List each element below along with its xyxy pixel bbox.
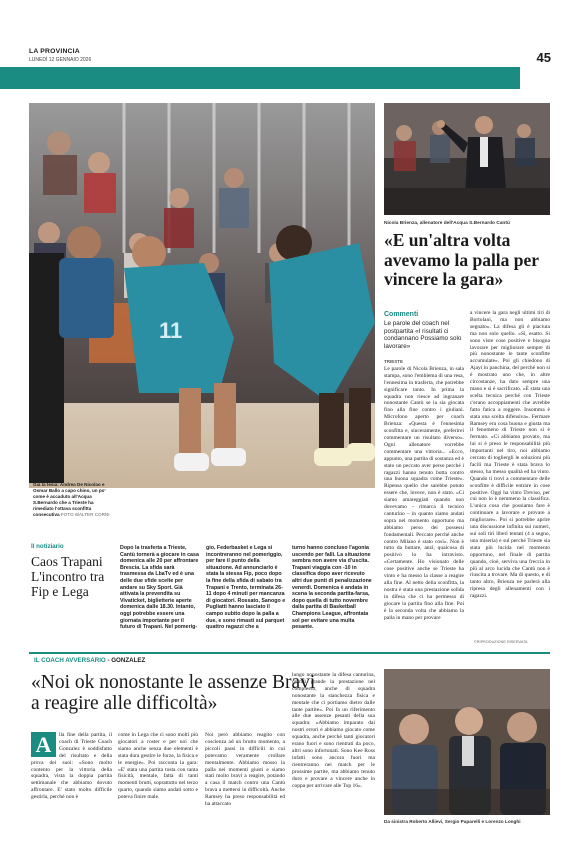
notiziario-headline: Caos Trapani L'incontro tra Fip e Lega: [31, 554, 105, 599]
side-article-subheading: Le parole del coach nel postpartita «I risultati ci condannano Possiamo solo lavorare»: [384, 320, 462, 350]
side-photo-coach: [384, 103, 550, 215]
notiziario-column-2: gio, Federbasket e Lega si incontreranno nel pomeriggio, per fare il punto della situazione. Ad annunciarlo è stata la stessa Fip, poco dopo la fine della sfida di sabato tra Trapani e Trento, terminata 26-11 dopo 4 minuti per mancanza di giocatori. Rossato, Sanogo e Pugliatti hanno lasciato il campo subito dopo la palla a due, e sono rimasti sul parquet quattro ragazzi che a: [206, 545, 286, 631]
side-article-col2-text: a vincere la gara negli ultimi tiri di Bortolani, ma non abbiamo segnato». La difesa gli è piaciuta ma non solo quello. «Sì, esatto. Si sono viste cose positive e bisogna lavorare per migliorare sempre di più nonostante le tante sconfitte accumulate». Poi gli chiedono di Ajayi in panchina, del perché non si è mostrato uno che, in altre circostanze, ha dato sempre una mano e si è sacrificato. «È stata una scelta tecnica perché con Trieste c'erano accoppiamenti che avrebbe fatto fatica a reggere. Insomma è stata una scelta difensiva». Fermare Ramsey era cosa buona e giusta ma il fenomeno di Trieste non si è fermato. «Ci abbiamo provato, ma lui si è preso le responsabilità più importanti nel tiro, noi abbiamo cercato di togliergli le soluzioni più facili ma Trieste è stata brava lo stesso, ha messo qualità ed ha vinto. Quando ti trovi a commentare delle sconfitte è difficile entrare in cose positive. Oggi ha vinto Treviso, per cui non lo è nemmeno la classifica. L'unica cosa che possiamo fare è continuare a lavorare e provare a migliorare». Poi si potrebbe aprire una discussione infinita sui numeri, sui soli tiri liberi tentati (4 a segno, una miseria) e sul perché Trieste sia stata più lucida nel momento opportuno, nel finale di partita quando, cioè, serviva una freccia in più al arco lucida che Cantù non è riuscita a trovare. Ma di questo, e di tanto altro, Brienza ne parlerà alla ripresa degli allenamenti con i ragazzi.: [470, 310, 550, 600]
dateline: LUNEDÌ 12 GENNAIO 2026: [29, 57, 92, 63]
bottom-photo-caption: Da sinistra Roberto Allievi, Sergio Paparelli e Lorenzo Longhi: [384, 819, 521, 824]
bottom-article-col1-text: lla fine della partita, il coach di Trieste Coach Gonzalez è soddisfatto del risultato e della prova dei suoi: «Sono molto contento per la vittoria della squadra, vista la doppia partita settimanale che abbiamo dovuto affrontare. E' stato molto difficile gestirla, perché non è: [31, 732, 112, 801]
notiziario-label: Il notiziario: [31, 543, 64, 550]
side-photo-caption: Nicola Brienza, allenatore dell'Acqua S.Bernardo Cantù: [384, 221, 510, 226]
side-article-copyright: ©RIPRODUZIONE RISERVATA: [474, 640, 528, 644]
main-photo-caption: [33, 482, 113, 518]
bottom-article-kicker-rest: - GONZALEZ: [105, 657, 146, 664]
masthead: LA PROVINCIA: [29, 48, 80, 55]
side-article-headline: «E un'altra volta avevamo la palla per vincere la gara»: [384, 230, 539, 289]
bottom-photo-spectators: [384, 669, 550, 815]
main-photo-credit: FOTO WALTER CORNI: [60, 512, 110, 517]
bottom-article-kicker-teal: IL COACH AVVERSARIO: [34, 657, 106, 664]
bottom-photo-illustration: [384, 669, 550, 815]
side-article-location: TRIESTE: [384, 359, 404, 364]
bottom-article-column-4: lungo nonostante la difesa canturina, quindi grande la prestazione nel complesso, anche di squadra nonostante la stanchezza fisica e mentale che ci portiamo dietro dalle tante partite». Poi fa un riferimento alle due assenze pesanti della sua squadra: «Abbiamo imparato dai nostri errori e abbiamo giocato come squadra, anche perché tanti giocatori erano fuori e sono rientrati da poco, altri sono infortunati. Sono Kee Ross infatti sono ancora fuori ma rientreranno nei match per le prossime partite, ma abbiamo tenuto duro e provare a vincere anche in coppa per arrivare alle Top 16».: [292, 672, 375, 789]
bottom-article-column-1: [31, 732, 112, 842]
svg-text:11: 11: [159, 318, 183, 343]
side-article-column-2: [470, 310, 550, 638]
side-article-col1-text: Le parole di Nicola Brienza, in sala stampa, sono l'emblema di una resa, l'ennesima in trasferta, che potrebbe significare tanto. In prima la squadra non riesce ad ingranare nonostante Cantù se la sia giocata fino alla fine contro i giuliani. Microfono aperto per coach Brienza: «Questa è l'ennesima sconfitta e, sinceramente, preferirei commentare un risultato diverso». Ogni allenatore vorrebbe commentare una vittoria... «Ecco, appunto, una partita di sostanza ed è stato un peccato aver perso perché i ragazzi hanno tenuto botta contro una buona squadra come Trieste». Ripensa quello che sarebbe potuto essere che, invece, non è stato. «Ci siamo amareggiati quando non dovevamo – rimarca il tecnico canturino – in quanto siamo andati sopra nel momento opportuno ma abbiamo perso dei possessi fondamentali. Peccato perché anche contro Milano è stato così». Non è tutto da buttare, anzi, qualcosa di positivo lo ha intravisto. «Certamente. Ho visionato delle cose positive anche se Trieste ha vinto e ha messo la classe a reagire alla fine. Al netto della sconfitta, la nostra è stata una prestazione solida in difesa che ci ha permesso di giocare la partita fino alla fine. Poi è la seconda volta che abbiamo la palla in mano per provare: [384, 365, 464, 621]
side-article-column-1: [384, 359, 464, 631]
main-photo-illustration: [29, 103, 375, 488]
bottom-article-kicker: [34, 657, 145, 664]
header-color-band: [0, 67, 520, 89]
bottom-article-column-2: come in Lega che ci sono molti più giocatori a roster e per noi che siamo anche senza due elementi è stata dura gestire le forze, la fisica e le energie». Poi racconta la gara: «E' stata una partita tosta con tanta fisicità, mentale, fatta di tanti momenti brutti, soprattutto nel terzo quarto, quando siamo andati sotto e poteva finire male.: [118, 732, 198, 801]
bottom-article-headline: «Noi ok nonostante le assenze Bravi a reagire alle difficoltà»: [31, 672, 316, 714]
notiziario-column-3: turno hanno concluso l'agonia uscendo per falli. La situazione sembra non avere via d'uscita. Trapani viaggia con -10 in classifica dopo aver ricevuto altri due punti di penalizzazione venerdì. Domenica è andata in scena la seconda partita-farsa, dopo quella di tutto novembre dalla partita di Basketball Champions League, affrontata sol per evitare una multa pesante.: [292, 545, 372, 631]
page-number: 45: [536, 50, 551, 65]
main-photo-caption-text: Già la tesia: Andrea De Nicolao e Osmar Ballo a capo chino, un po' come è accaduto all'Acqua S.Bernardo che a Trieste ha rimediato l'ottava sconfitta consecutiva: [33, 482, 106, 517]
main-photo-basketball-players: [29, 103, 375, 488]
bottom-section-rule: [29, 652, 550, 654]
bottom-article-dropcap: A: [31, 732, 56, 757]
side-photo-illustration: [384, 103, 550, 215]
notiziario-column-1: Dopo la trasferta a Trieste, Cantù tornerà a giocare in casa domenica alle 20 per affrontare Brescia. La sfida sarà trasmessa da LbaTv ed è una delle due sfide scelte per andare su Sky Sport. Già attivata la prevendita su Vivaticket, biglietterie aperte domenica dalle 18.30. Intanto, oggi potrebbe essere una giornata importante per il futuro di Trapani. Nel pomerig-: [120, 545, 199, 631]
bottom-article-column-3: Noi però abbiamo reagito con coscienza ad un brutto momento, a piccoli passi in difficili in cui potevamo veramente crollare mentalmente. Abbiamo mosso la palla nei momenti giusti e siamo stati molto bravi a reagire, potando a casa il match contro una Cantù brava a mettersi in difficoltà. Anche Ramsey ha preso responsabilità ed ha attaccato: [205, 732, 285, 808]
side-article-section-label: Commenti: [384, 311, 419, 318]
dropcap-spacer: [31, 732, 59, 758]
